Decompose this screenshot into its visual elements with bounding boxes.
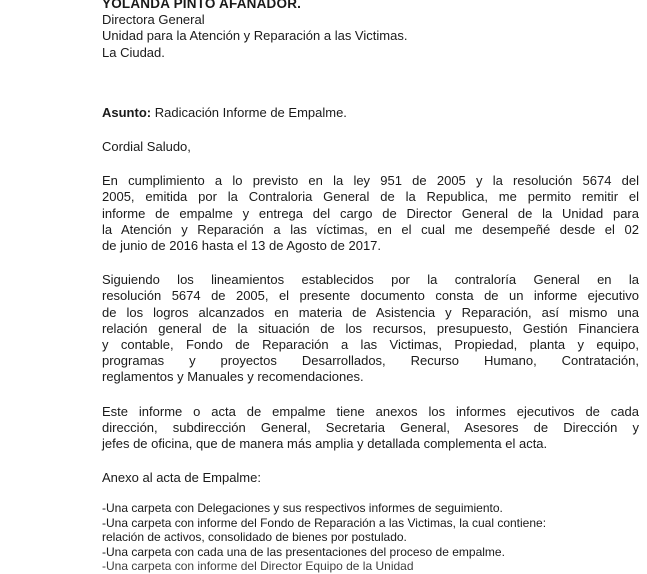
recipient-city: La Ciudad.: [102, 44, 165, 60]
annex-item: relación de activos, consolidado de bienes por postulado.: [102, 530, 407, 545]
paragraph-1: [102, 173, 639, 254]
paragraph-3: [102, 404, 639, 453]
paragraph-line: Este informe o acta de empalme tiene anexos los informes ejecutivos de cada: [102, 403, 639, 419]
paragraph-line: Siguiendo los lineamientos establecidos por la contraloría General en la: [102, 272, 639, 288]
paragraph-line: dirección, subdirección General, Secretaria General, Asesores de Dirección y: [102, 419, 639, 435]
paragraph-line: programas y proyectos Desarrollados, Recurso Humano, Contratación,: [102, 353, 639, 369]
paragraph-line: reglamentos y Manuales y recomendaciones.: [102, 369, 364, 385]
paragraph-line: y contable, Fondo de Reparación a las Victimas, Propiedad, planta y equipo,: [102, 337, 639, 353]
paragraph-line: 2005, emitida por la Contraloria General de la Republica, me permito remitir el: [102, 189, 639, 205]
recipient-title: Directora General: [102, 12, 205, 28]
annex-item: -Una carpeta con cada una de las presentaciones del proceso de empalme.: [102, 544, 505, 559]
paragraph-line: de los logros alcanzados en materia de Asistencia y Reparación, así mismo una: [102, 304, 639, 320]
recipient-name: YOLANDA PINTO AFANADOR.: [102, 0, 302, 11]
annex-item: -Una carpeta con informe del Director Equipo de la Unidad: [102, 559, 414, 574]
paragraph-line: En cumplimiento a lo previsto en la ley 951 de 2005 y la resolución 5674 del: [102, 173, 639, 189]
recipient-organization: Unidad para la Atención y Reparación a las Victimas.: [102, 28, 408, 44]
annex-heading: Anexo al acta de Empalme:: [102, 470, 261, 486]
paragraph-line: de junio de 2016 hasta el 13 de Agosto de 2017.: [102, 238, 382, 254]
paragraph-line: informe de empalme y entrega del cargo de Director General de la Unidad para: [102, 205, 639, 221]
paragraph-line: la Atención y Reparación a las víctimas, en el cual me desempeñé desde el 02: [102, 221, 639, 237]
subject-text: Radicación Informe de Empalme.: [151, 104, 347, 120]
subject-line: [102, 105, 647, 121]
paragraph-line: relación general de la situación de los recursos, presupuesto, Gestión Financiera: [102, 320, 639, 336]
paragraph-2: [102, 272, 639, 385]
paragraph-line: jefes de oficina, que de manera más amplia y detallada complementa el acta.: [102, 436, 548, 452]
annex-item: -Una carpeta con Delegaciones y sus respectivos informes de seguimiento.: [102, 501, 503, 516]
annex-list: [102, 501, 647, 573]
greeting: Cordial Saludo,: [102, 139, 191, 155]
annex-item: -Una carpeta con informe del Fondo de Reparación a las Victimas, la cual contiene:: [102, 515, 547, 530]
subject-label: Asunto:: [102, 104, 152, 120]
letter-body: [102, 0, 647, 574]
paragraph-line: resolución 5674 de 2005, el presente documento consta de un informe ejecutivo: [102, 288, 639, 304]
